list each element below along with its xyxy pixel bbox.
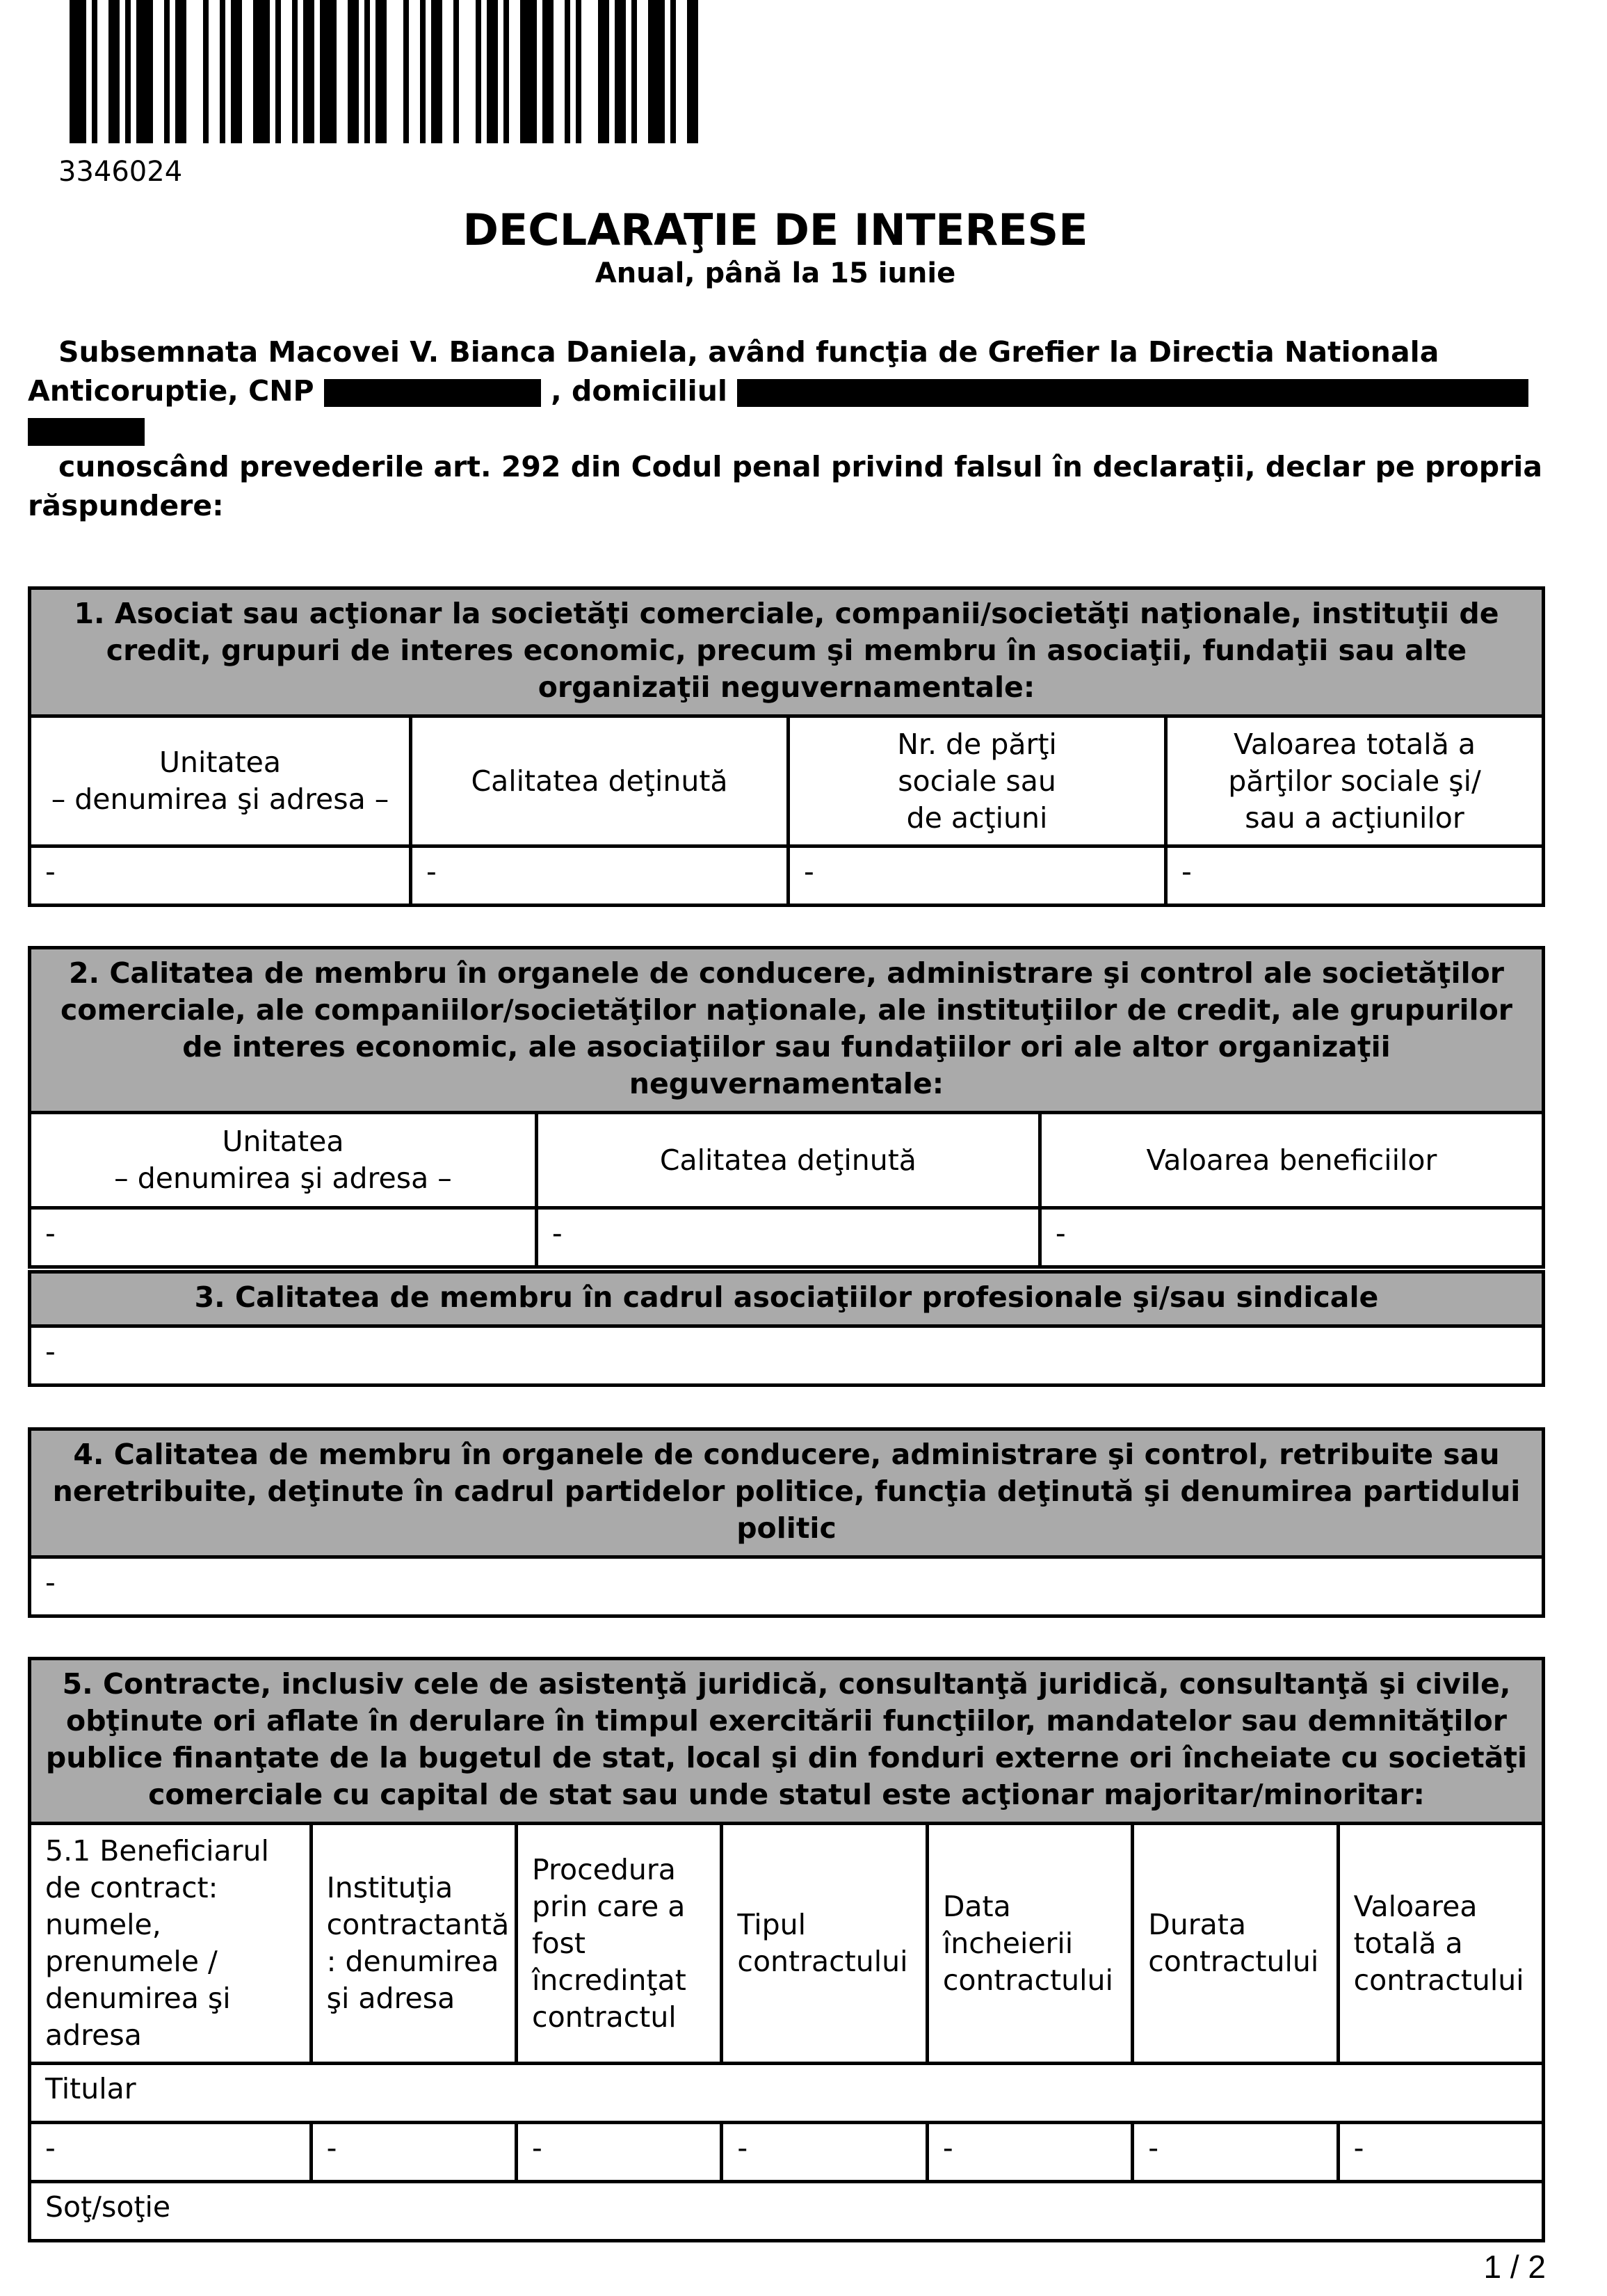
barcode-bar [209, 0, 220, 143]
barcode-bar [97, 0, 108, 143]
barcode-bar [70, 0, 86, 143]
domiciliu-label: , domiciliul [551, 374, 727, 408]
section-3-value: - [45, 1335, 56, 1368]
barcode-bar [203, 0, 209, 143]
titular-label: Titular [45, 2072, 136, 2105]
barcode-bar [136, 0, 153, 143]
section-1-title: 1. Asociat sau acţionar la societăţi comerciale, companii/societăţi naţionale, instituţii de credit, grupuri de interes economic, precum şi membru în asociaţii, fundaţii sau alte organizaţii neguvernamentale: [31, 590, 1542, 718]
column-header: Nr. de părţi sociale sau de acţiuni [786, 718, 1164, 844]
barcode-bar [253, 0, 270, 143]
barcode-bar [348, 0, 359, 143]
intro-address-continuation [28, 410, 1544, 449]
section-4-table [28, 1427, 1545, 1618]
barcode-bar [364, 0, 370, 143]
column-header: Instituţia contractantă : denumirea şi adresa [309, 1825, 515, 2062]
column-header: Calitatea deţinută [409, 718, 786, 844]
barcode-bar [92, 0, 97, 143]
barcode-bar [298, 0, 303, 143]
barcode-bar [153, 0, 164, 143]
barcode-bar [292, 0, 298, 143]
document-title: DECLARAŢIE DE INTERESE [462, 204, 1088, 255]
page-number: 1 / 2 [1483, 2249, 1546, 2285]
barcode-bar [220, 0, 225, 143]
barcode-bar [581, 0, 598, 143]
barcode-bar [409, 0, 420, 143]
statement-line: răspundere: [28, 489, 224, 522]
section-3-table [28, 1270, 1545, 1387]
barcode-bar [320, 0, 337, 143]
table-cell: - [1131, 2124, 1336, 2180]
barcode-bar [554, 0, 565, 143]
table-row [31, 1206, 1542, 1265]
barcode-bar [615, 0, 626, 143]
barcode-bar [442, 0, 453, 143]
redacted-cnp [324, 379, 541, 407]
barcode-bar [481, 0, 487, 143]
barcode-bar [131, 0, 136, 143]
section-5-table [28, 1657, 1545, 2242]
barcode-bar [637, 0, 648, 143]
intro-paragraph [28, 332, 1544, 449]
cnp-label: Anticoruptie, CNP [28, 374, 314, 408]
barcode-bar [275, 0, 281, 143]
barcode-bar [665, 0, 670, 143]
barcode-bar [403, 0, 409, 143]
barcode-bar [626, 0, 631, 143]
barcode-bar [175, 0, 186, 143]
column-header: Valoarea beneficiilor [1038, 1114, 1542, 1206]
table-cell: - [45, 1217, 56, 1250]
barcode-bar [609, 0, 615, 143]
spouse-label: Soţ/soţie [45, 2190, 171, 2224]
barcode-bar [631, 0, 637, 143]
table-cell: - [720, 2124, 925, 2180]
barcode-bar [420, 0, 426, 143]
statement-paragraph [28, 447, 1544, 525]
table-row [31, 844, 1542, 904]
intro-cnp-line [28, 371, 1544, 410]
titular-row [31, 2062, 1542, 2121]
intro-line: Subsemnata Macovei V. Bianca Daniela, având funcţia de Grefier la Directia Nationala [58, 335, 1439, 369]
document-subtitle: Anual, până la 15 iunie [595, 257, 956, 289]
redacted-address-continuation [28, 418, 145, 446]
barcode-bar [570, 0, 576, 143]
table-row [31, 2121, 1542, 2180]
barcode-bar [242, 0, 253, 143]
table-cell: - [535, 1210, 1038, 1265]
barcode-bar [225, 0, 231, 143]
section-5-header-row [31, 1825, 1542, 2062]
table-cell: - [786, 848, 1164, 904]
barcode-bar [314, 0, 320, 143]
barcode-bar [698, 0, 704, 143]
barcode-bar [426, 0, 431, 143]
column-header: Valoarea totală a părţilor sociale şi/ sau a acţiunilor [1164, 718, 1542, 844]
column-header: Valoarea totală a contractului [1337, 1825, 1542, 2062]
table-cell: - [45, 2131, 56, 2165]
section-2-table [28, 946, 1545, 1269]
section-2-title: 2. Calitatea de membru în organele de conducere, administrare şi control ale societăţilor comerciale, ale companiilor/societăţilor naţionale, ale instituţiilor de credit, ale grupurilor de interes economic, ale asociaţiilor sau fundaţiilor ori ale altor organizaţii neguvernamentale: [31, 949, 1542, 1114]
table-cell: - [1164, 848, 1542, 904]
barcode-bar [676, 0, 687, 143]
table-cell: - [45, 855, 56, 888]
column-header: Procedura prin care a fost încredinţat contractul [515, 1825, 720, 2062]
barcode-number: 3346024 [58, 156, 183, 188]
column-header: Unitatea – denumirea şi adresa – [114, 1125, 452, 1195]
barcode-bar [375, 0, 387, 143]
section-1-table [28, 586, 1545, 907]
barcode-bar [687, 0, 698, 143]
barcode-bar [598, 0, 609, 143]
table-cell: - [1038, 1210, 1542, 1265]
section-5-title: 5. Contracte, inclusiv cele de asistenţă juridică, consultanţă juridică, consultanţă şi civile, obţinute ori aflate în derulare în timpul exercitării funcţiilor, mandatelor sau demnităţilor publice finanţate de la bugetul de stat, local şi din fonduri externe ori încheiate cu societăţi comerciale cu capital de stat sau unde statul este acţionar majoritar/minoritar: [31, 1660, 1542, 1825]
barcode-bar [520, 0, 537, 143]
barcode-bar [576, 0, 581, 143]
barcode-bar [565, 0, 570, 143]
barcode-bar [125, 0, 131, 143]
barcode-bar [164, 0, 170, 143]
barcode-bar [487, 0, 498, 143]
table-cell: - [309, 2124, 515, 2180]
section-3-title: 3. Calitatea de membru în cadrul asociaţiilor profesionale şi/sau sindicale [31, 1274, 1542, 1328]
section-1-header-row [31, 718, 1542, 844]
redacted-address [737, 379, 1528, 407]
barcode-bar [453, 0, 459, 143]
barcode-bar [86, 0, 92, 143]
barcode-bar [231, 0, 242, 143]
table-cell: - [409, 848, 786, 904]
table-cell: - [515, 2124, 720, 2180]
column-header: Durata contractului [1131, 1825, 1336, 2062]
column-header: Tipul contractului [720, 1825, 925, 2062]
barcode-bar [670, 0, 676, 143]
table-cell: - [926, 2124, 1131, 2180]
spouse-row [31, 2180, 1542, 2239]
statement-line: cunoscând prevederile art. 292 din Codul penal privind falsul în declaraţii, declar pe propria [58, 450, 1542, 483]
column-header: Unitatea – denumirea şi adresa – [51, 746, 389, 816]
section-4-value: - [45, 1566, 56, 1599]
barcode-bar [503, 0, 509, 143]
barcode-bar [359, 0, 364, 143]
barcode-bar [431, 0, 442, 143]
barcode-bar [186, 0, 203, 143]
barcode-bar [387, 0, 403, 143]
barcode-bar [337, 0, 348, 143]
barcode-bar [270, 0, 275, 143]
column-header: Data încheierii contractului [926, 1825, 1131, 2062]
barcode-bar [370, 0, 375, 143]
column-header: 5.1 Beneficiarul de contract: numele, prenumele / denumirea şi adresa [45, 1834, 269, 2052]
barcode [70, 0, 855, 143]
barcode-bar [459, 0, 476, 143]
section-2-header-row [31, 1114, 1542, 1206]
barcode-bar [120, 0, 125, 143]
barcode-bar [303, 0, 314, 143]
barcode-bar [108, 0, 120, 143]
column-header: Calitatea deţinută [535, 1114, 1038, 1206]
barcode-bar [498, 0, 503, 143]
section-4-title: 4. Calitatea de membru în organele de conducere, administrare şi control, retribuite sau neretribuite, deţinute în cadrul partidelor politice, funcţia deţinută şi denumirea partidului politic [31, 1431, 1542, 1559]
barcode-bar [476, 0, 481, 143]
barcode-bar [537, 0, 542, 143]
barcode-bar [509, 0, 520, 143]
barcode-bar [542, 0, 554, 143]
barcode-bar [648, 0, 665, 143]
table-cell: - [1337, 2124, 1542, 2180]
barcode-bar [170, 0, 175, 143]
barcode-bar [281, 0, 292, 143]
